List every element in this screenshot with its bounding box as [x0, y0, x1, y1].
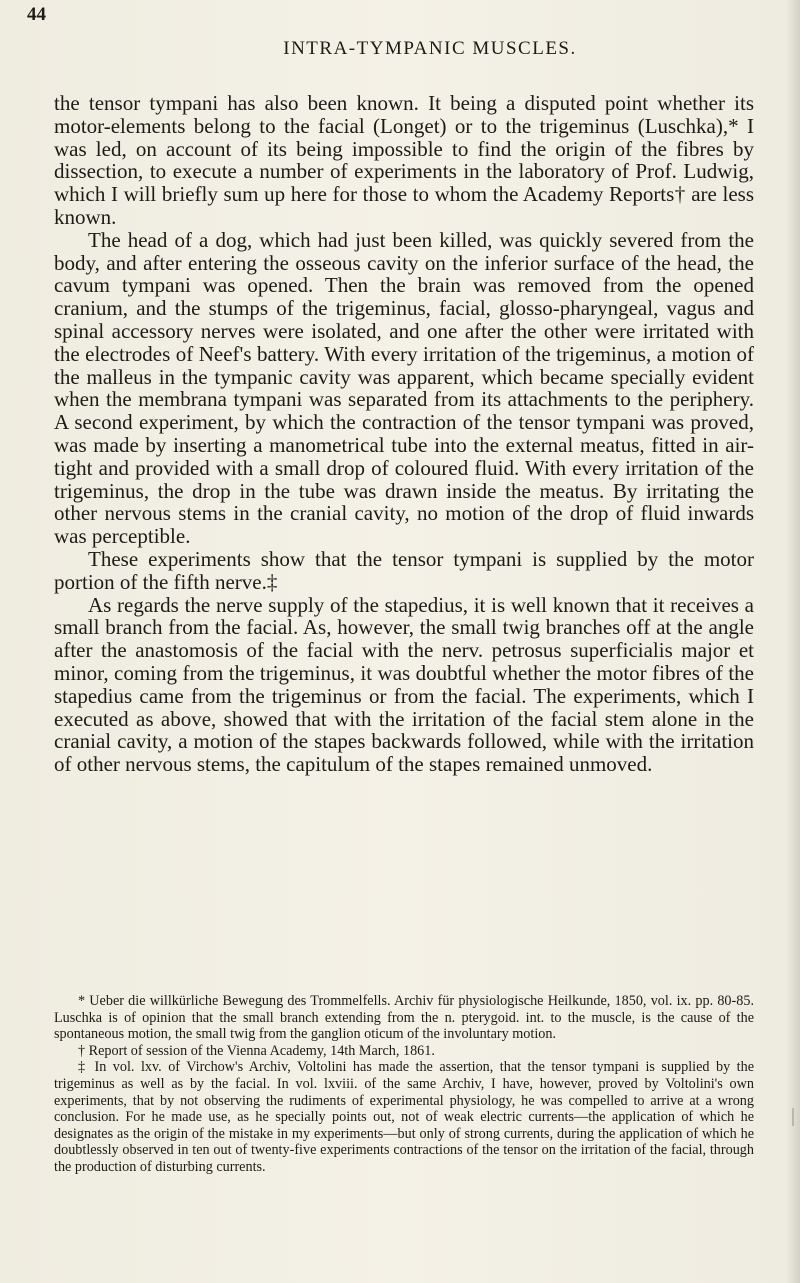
footnotes [54, 993, 754, 1176]
footnote-1: * Ueber die willkürliche Bewegung des Trommelfells. Archiv für physiologische Heilkunde, 1850, vol. ix. pp. 80-85. Luschka is of opinion that the small branch extending from the n. pterygoid. int. to the muscle, is the cause of the spontaneous motion, the small twig from the ganglion oticum of the involuntary motion. [54, 993, 754, 1043]
paragraph-1: the tensor tympani has also been known. It being a disputed point whether its motor-elements belong to the facial (Longet) or to the trigeminus (Luschka),* I was led, on account of its being impossible to find the origin of the fibres by dissection, to execute a number of experiments in the laboratory of Prof. Ludwig, which I will briefly sum up here for those to whom the Academy Reports† are less known. [54, 91, 754, 229]
paragraph-2: The head of a dog, which had just been killed, was quickly severed from the body, and after entering the osseous cavity on the inferior surface of the head, the cavum tympani was opened. Then the brain was removed from the opened cranium, and the stumps of the trigeminus, facial, glosso-pharyngeal, vagus and spinal accessory nerves were isolated, and one after the other were irritated with the electrodes of Neef's battery. With every irritation of the trigeminus, a motion of the malleus in the tympanic cavity was apparent, which became specially evident when the membrana tympani was separated from its attachments to the periphery. A second experiment, by which the contraction of the tensor tympani was proved, was made by inserting a manometrical tube into the external meatus, fitted in air-tight and provided with a small drop of coloured fluid. With every irritation of the trigeminus, the drop in the tube was drawn inside the meatus. By irritating the other nervous stems in the cranial cavity, no motion of the drop of fluid inwards was perceptible. [54, 227, 754, 549]
footnote-2: † Report of session of the Vienna Academy, 14th March, 1861. [78, 1042, 435, 1059]
page-number: 44 [27, 4, 46, 25]
body-text [54, 92, 754, 776]
edge-mark [792, 1108, 794, 1126]
paragraph-4: As regards the nerve supply of the stapedius, it is well known that it receives a small branch from the facial. As, however, the small twig branches off at the angle after the anastomosis of the facial with the nerv. petrosus superficialis major et minor, coming from the trigeminus, it was doubtful whether the motor fibres of the stapedius came from the trigeminus or from the facial. The experiments, which I executed as above, showed that with the irritation of the facial stem alone in the cranial cavity, a motion of the stapes backwards followed, while with the irritation of other nervous stems, the capitulum of the stapes remained unmoved. [54, 592, 754, 777]
paragraph-3: These experiments show that the tensor tympani is supplied by the motor portion of the fifth nerve.‡ [54, 546, 754, 594]
page-edge-shadow [786, 0, 800, 1283]
running-head: INTRA-TYMPANIC MUSCLES. [283, 38, 577, 59]
footnote-3: ‡ In vol. lxv. of Virchow's Archiv, Voltolini has made the assertion, that the tensor tympani is supplied by the trigeminus as well as by the facial. In vol. lxviii. of the same Archiv, I have, however, proved by Voltolini's own experiments, that by not observing the rudiments of experimental physiology, he was compelled to arrive at a wrong conclusion. For he made use, as he specially points out, not of weak electric currents—the application of which he designates as the origin of the mistake in my experiments—but only of strong currents, during the application of which he doubtlessly observed in ten out of twenty-five experiments contractions of the tensor on the irritation of the facial, through the production of disturbing currents. [54, 1059, 754, 1175]
